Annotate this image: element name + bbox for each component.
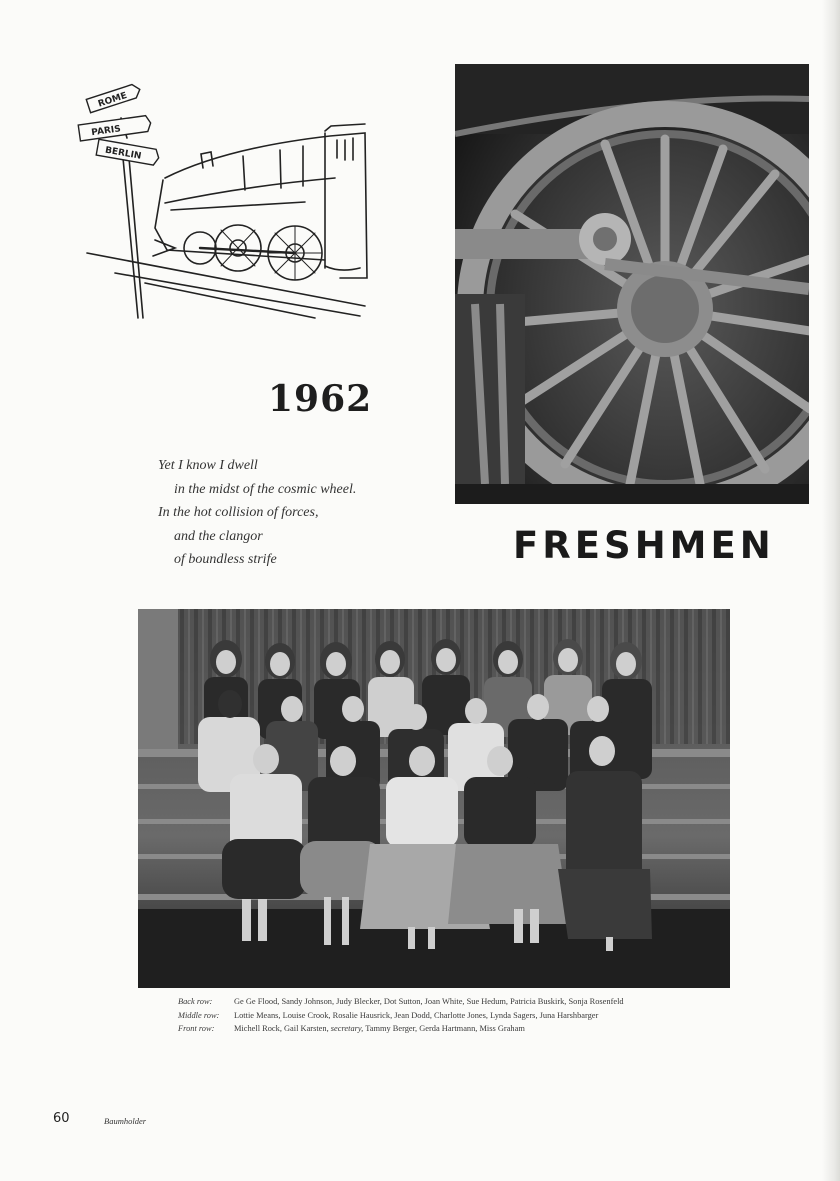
page-number: 60	[53, 1111, 70, 1126]
poem-line: In the hot collision of forces,	[158, 505, 319, 520]
photo-caption	[178, 996, 698, 1036]
secretary-title: secretary,	[330, 1024, 364, 1033]
page-edge-shadow	[822, 0, 840, 1181]
freshmen-group-photo	[138, 609, 730, 988]
locomotive-wheel-photo	[455, 64, 809, 504]
front-row-names	[234, 1023, 698, 1036]
poem-line: Yet I know I dwell	[158, 458, 258, 473]
middle-row-names: Lottie Means, Louise Crook, Rosalie Hausrick, Jean Dodd, Charlotte Jones, Lynda Sagers, Juna Harshbarger	[234, 1010, 599, 1020]
train-sketch	[75, 78, 375, 328]
back-row-names: Ge Ge Flood, Sandy Johnson, Judy Blecker, Dot Sutton, Joan White, Sue Hedum, Patricia Buskirk, Sonja Rosenfeld	[234, 997, 624, 1006]
sign-paris: PARIS	[90, 124, 122, 139]
book-name: Baumholder	[104, 1116, 147, 1126]
year-heading: 1962	[268, 378, 373, 420]
front-names-first: Michell Rock, Gail Karsten,	[234, 1024, 329, 1033]
middle-row-label: Middle row:	[178, 1010, 220, 1020]
caption-front-row	[178, 1023, 698, 1036]
caption-middle-row	[178, 1010, 698, 1023]
front-row-label: Front row:	[178, 1024, 215, 1033]
poem	[158, 454, 356, 572]
caption-back-row	[178, 996, 698, 1009]
sign-berlin: BERLIN	[104, 145, 143, 162]
sign-rome: ROME	[97, 90, 129, 110]
poem-line: in the midst of the cosmic wheel.	[174, 481, 357, 497]
section-title: FRESHMEN	[513, 524, 775, 567]
poem-line: of boundless strife	[174, 552, 277, 567]
back-row-label: Back row:	[178, 997, 213, 1006]
front-names-rest: Tammy Berger, Gerda Hartmann, Miss Graham	[365, 1024, 525, 1033]
poem-line: and the clangor	[174, 528, 263, 544]
